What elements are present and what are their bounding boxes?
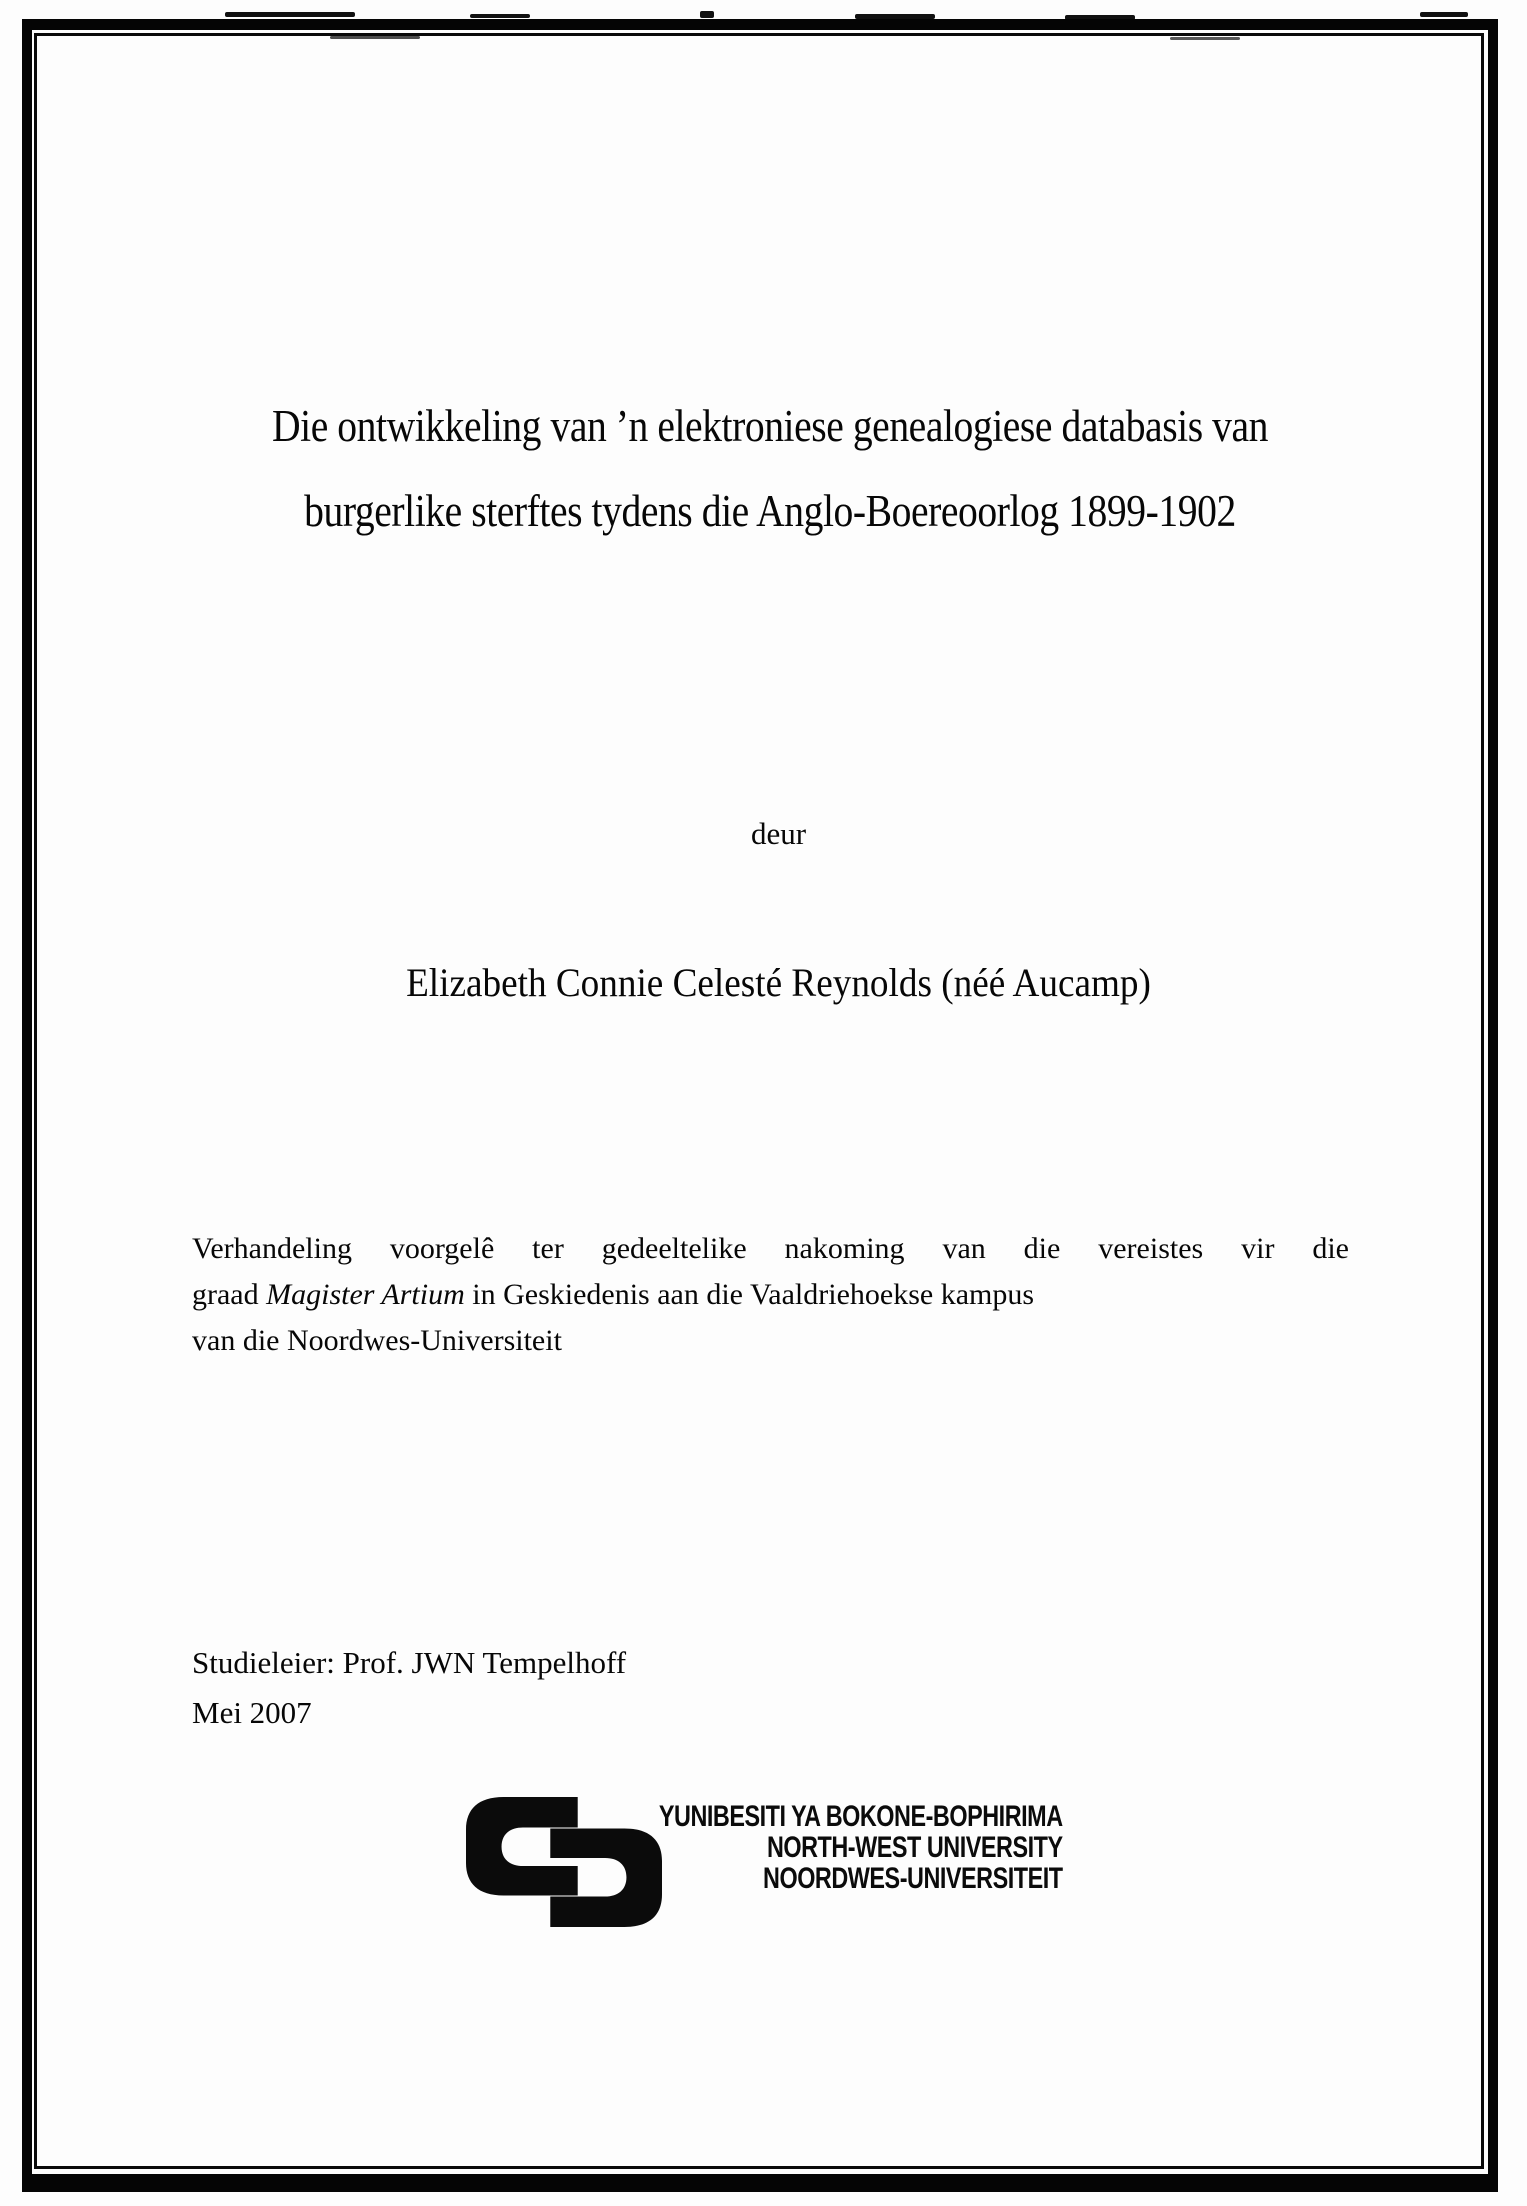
submission-statement [192,1226,1349,1364]
thesis-title-line1: Die ontwikkeling van ’n elektroniese genealogiese databasis van [271,401,1269,451]
submission-line2-prefix: graad [192,1278,267,1311]
scan-artifact [700,11,714,18]
supervisor-line: Studieleier: Prof. JWN Tempelhoff [192,1645,627,1680]
nwu-logo-icon [466,1797,662,1927]
author-name: Elizabeth Connie Celesté Reynolds (néé Aucamp) [406,960,1151,1005]
logo-line-afrikaans: NOORDWES-UNIVERSITEIT [763,1862,1063,1895]
scan-artifact [470,14,530,18]
submission-line3: van die Noordwes-Universiteit [192,1324,562,1357]
logo-line-setswana: YUNIBESITI YA BOKONE-BOPHIRIMA [659,1800,1063,1833]
university-logo-text [659,1801,1063,1894]
byline: deur [750,816,807,851]
submission-line2 [192,1272,1349,1318]
submission-line2-suffix: in Geskiedenis aan die Vaaldriehoekse kampus [464,1278,1035,1311]
scan-artifact [225,12,355,17]
thesis-title-line2: burgerlike sterftes tydens die Anglo-Boereoorlog 1899-1902 [304,486,1236,536]
submission-line1: Verhandeling voorgelê ter gedeeltelike nakoming van die vereistes vir die [192,1232,1349,1265]
degree-name: Magister Artium [266,1278,465,1311]
date-line: Mei 2007 [192,1695,312,1730]
logo-line-english: NORTH-WEST UNIVERSITY [767,1831,1063,1864]
thesis-title [260,384,1281,554]
supervisor-block [192,1638,626,1738]
scan-artifact [1420,12,1468,17]
